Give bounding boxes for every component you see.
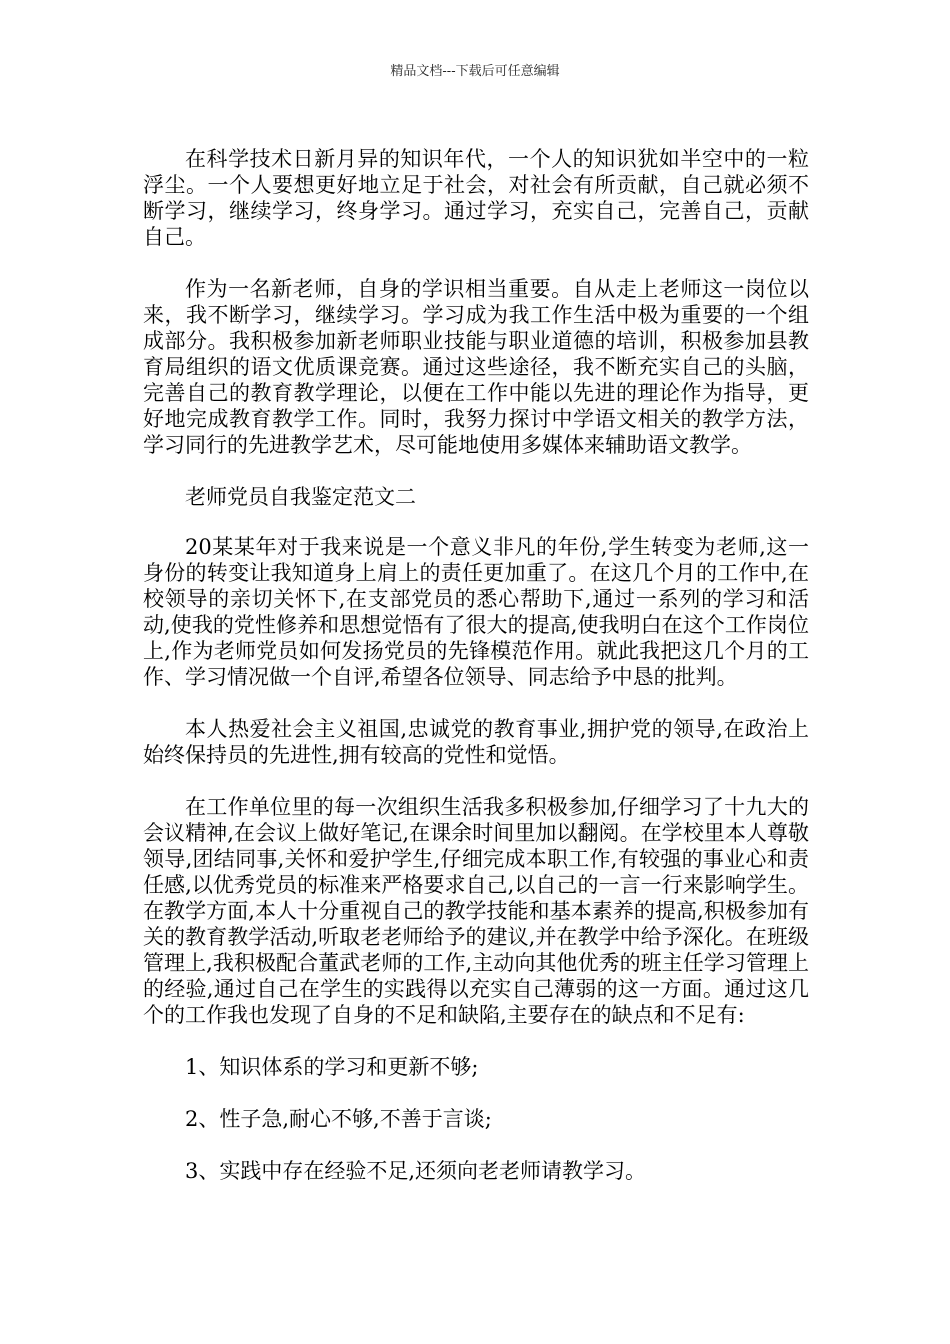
paragraph-learning: 在科学技术日新月异的知识年代，一个人的知识犹如半空中的一粒浮尘。一个人要想更好地立足于社会，对社会有所贡献，自己就必须不断学习，继续学习，终身学习。通过学习，充实自己，完善自己，贡献自己。 xyxy=(143,147,809,249)
paragraph-work: 在工作单位里的每一次组织生活我多积极参加,仔细学习了十九大的会议精神,在会议上做好笔记,在课余时间里加以翻阅。在学校里本人尊敬领导,团结同事,关怀和爱护学生,仔细完成本职工作,有较强的事业心和责任感,以优秀党员的标准来严格要求自己,以自己的一言一行来影响学生。在教学方面,本人十分重视自己的教学技能和基本素养的提高,积极参加有关的教育教学活动,听取老老师给予的建议,并在教学中给予深化。在班级管理上,我积极配合董武老师的工作,主动向其他优秀的班主任学习管理上的经验,通过自己在学生的实践得以充实自己薄弱的这一方面。通过这几个的工作我也发现了自身的不足和缺陷,主要存在的缺点和不足有: xyxy=(143,795,809,1027)
page-header: 精品文档---下载后可任意编辑 xyxy=(390,64,560,79)
document-body xyxy=(143,146,809,1210)
paragraph-political: 本人热爱社会主义祖国,忠诚党的教育事业,拥护党的领导,在政治上始终保持员的先进性,拥有较高的党性和觉悟。 xyxy=(143,717,809,767)
paragraph-year-review: 20某某年对于我来说是一个意义非凡的年份,学生转变为老师,这一身份的转变让我知道身上肩上的责任更加重了。在这几个月的工作中,在校领导的亲切关怀下,在支部党员的悉心帮助下,通过一系列的学习和活动,使我的党性修养和思想觉悟有了很大的提高,使我明白在这个工作岗位上,作为老师党员如何发扬党员的先锋模范作用。就此我把这几个月的工作、学习情况做一个自评,希望各位领导、同志给予中恳的批判。 xyxy=(143,535,809,689)
shortcoming-item-1: 1、知识体系的学习和更新不够; xyxy=(185,1055,479,1079)
section-title: 老师党员自我鉴定范文二 xyxy=(185,485,416,509)
shortcoming-item-3: 3、实践中存在经验不足,还须向老老师请教学习。 xyxy=(185,1159,647,1183)
shortcoming-item-2: 2、性子急,耐心不够,不善于言谈; xyxy=(185,1107,492,1131)
paragraph-new-teacher: 作为一名新老师，自身的学识相当重要。自从走上老师这一岗位以来，我不断学习，继续学习。学习成为我工作生活中极为重要的一个组成部分。我积极参加新老师职业技能与职业道德的培训，积极参加县教育局组织的语文优质课竞赛。通过这些途径，我不断充实自己的头脑，完善自己的教育教学理论，以便在工作中能以先进的理论作为指导，更好地完成教育教学工作。同时，我努力探讨中学语文相关的教学方法，学习同行的先进教学艺术，尽可能地使用多媒体来辅助语文教学。 xyxy=(143,277,809,457)
